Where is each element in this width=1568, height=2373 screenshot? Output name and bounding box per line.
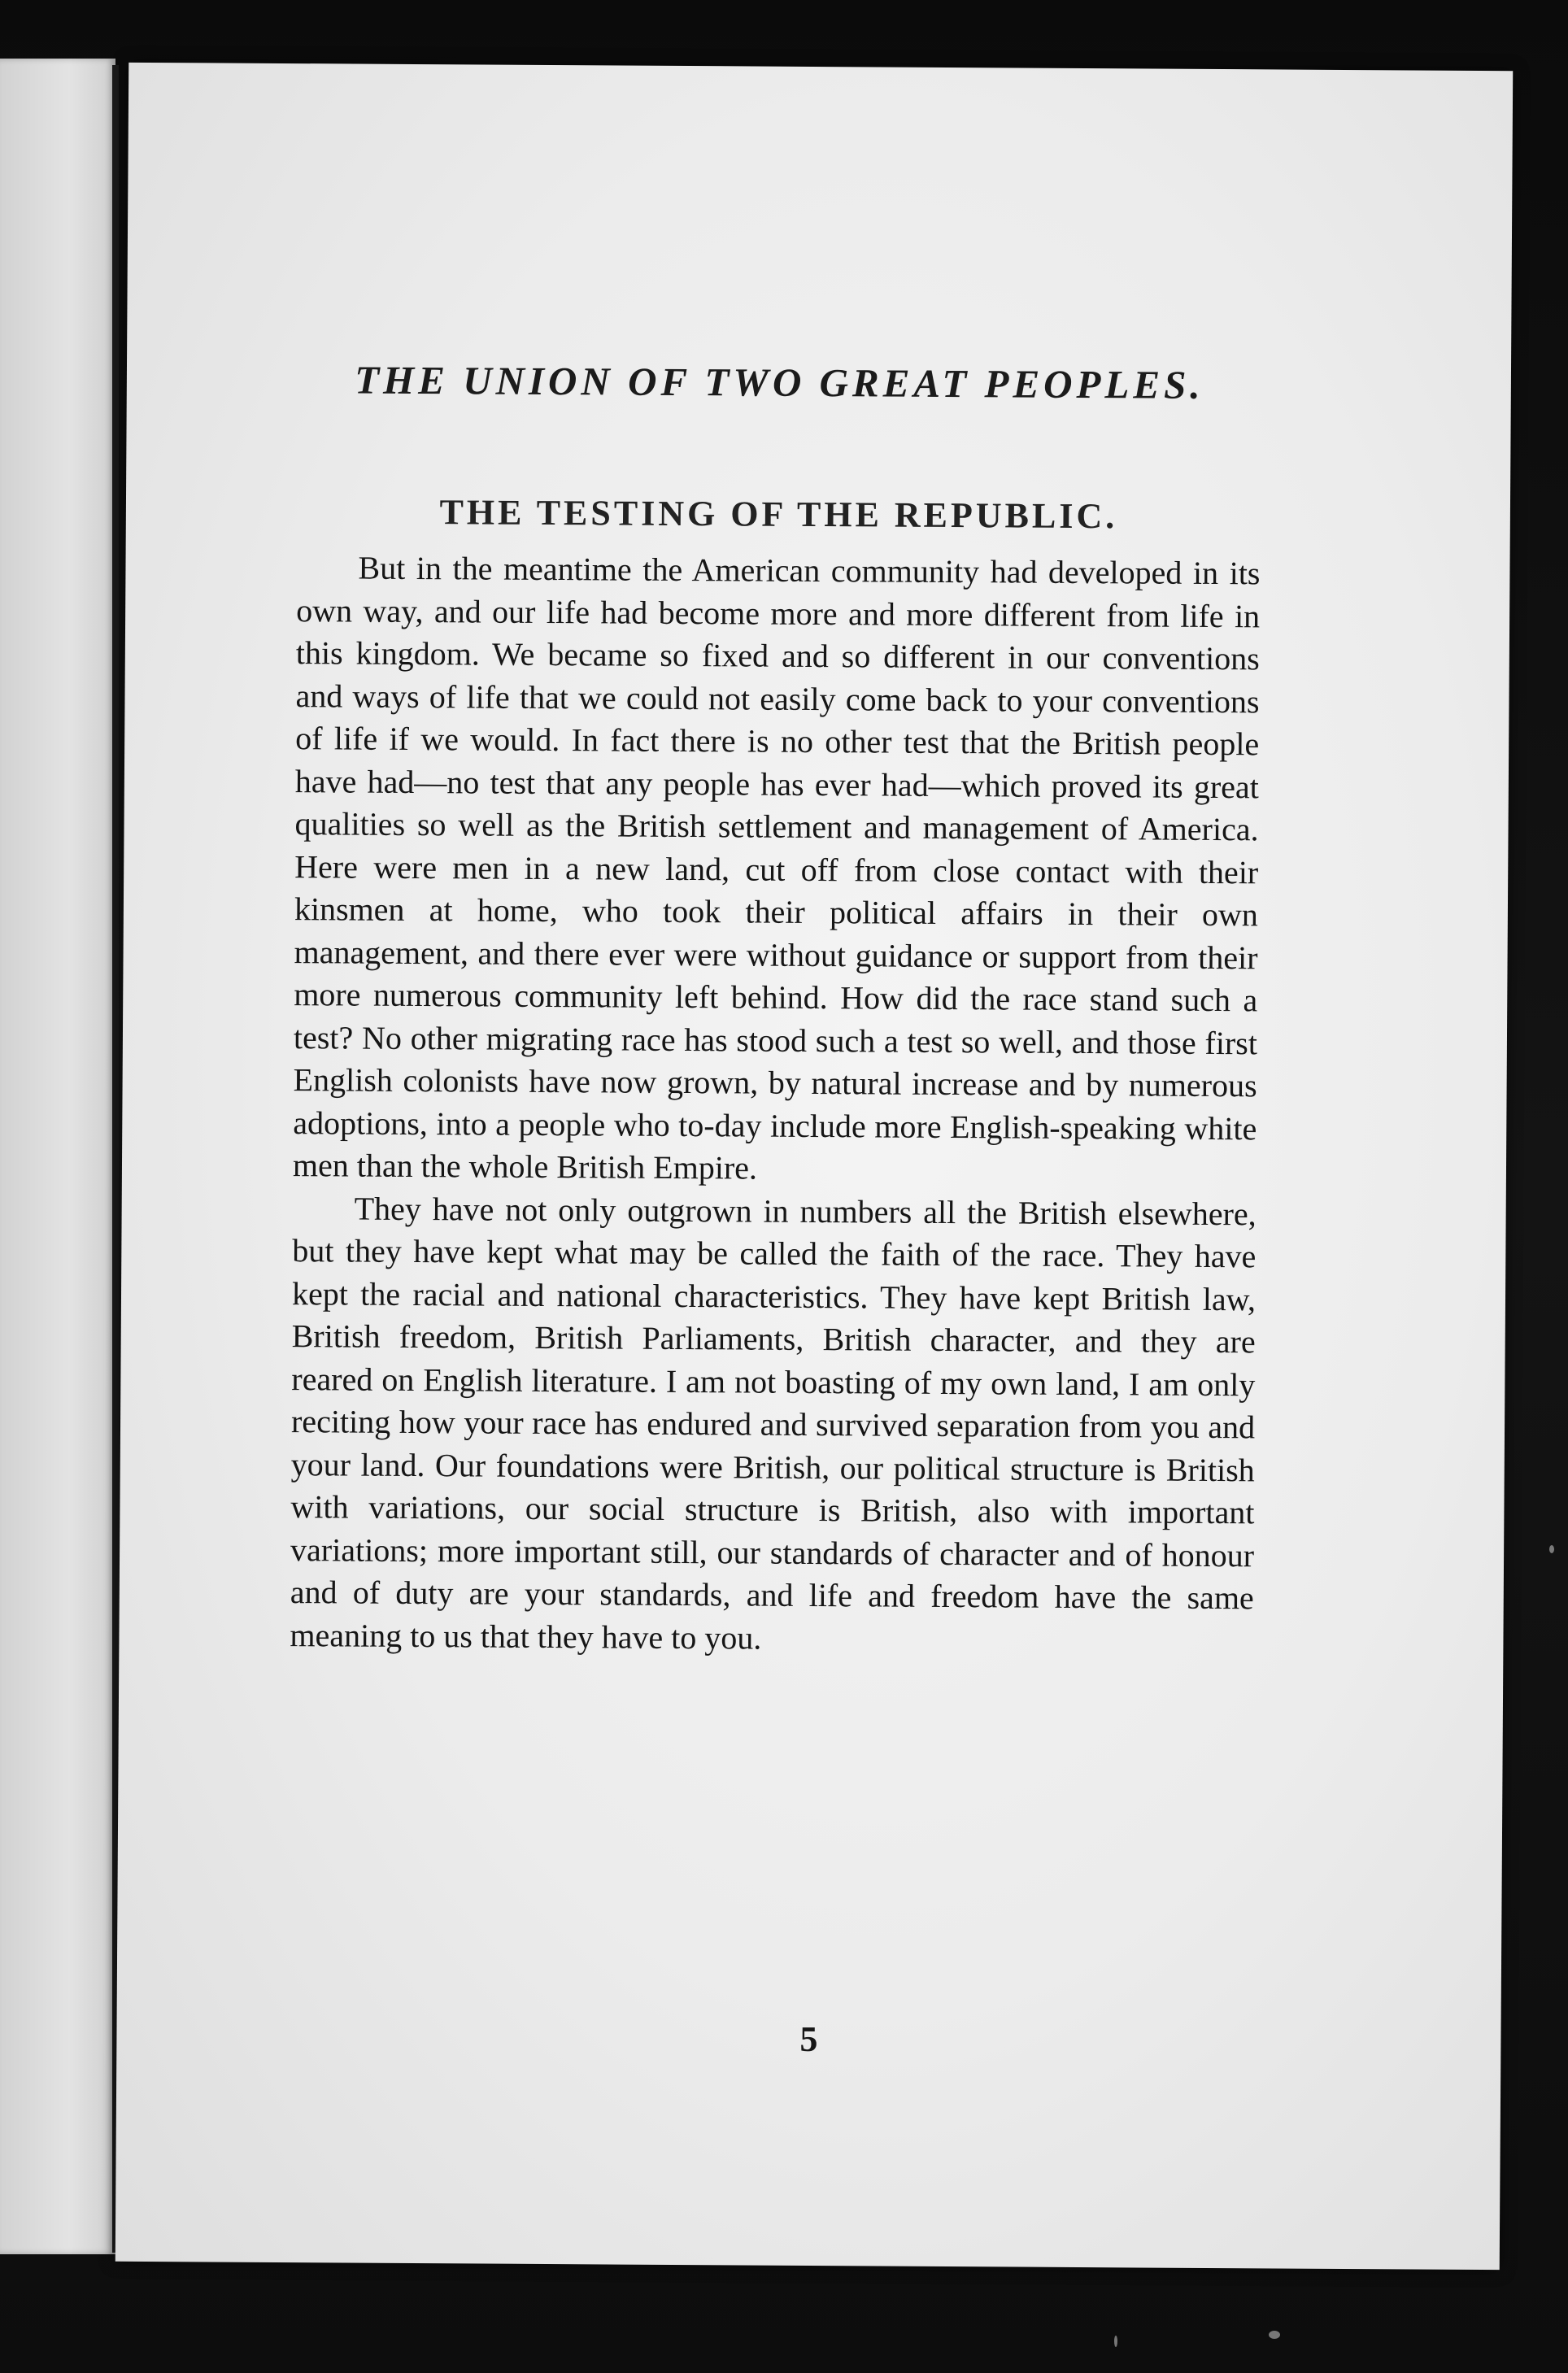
section-title: THE TESTING OF THE REPUBLIC. (439, 492, 1118, 537)
scan-speck (1114, 2336, 1117, 2347)
book-page (115, 63, 1513, 2270)
paragraph-1: But in the meantime the American community had developed in its own way, and our life had become more and more different from life in this kingdom. We became so fixed and so different in our conventions and ways of life that we could not easily come back to your conventions of life if we would. In fact there is no other test that the British people have had—no test that any people has ever had—which proved its great qualities so well as the British settlement and management of America. Here were men in a new land, cut off from close contact with their kinsmen at home, who took their political affairs in their own management, and there ever were without guidance or support from their more numerous community left behind. How did the race stand such a test? No other migrating race has stood such a test so well, and those first English colonists have now grown, by natural increase and by numerous adoptions, into a people who to-day include more English-speaking white men than the whole British Empire. (292, 549, 1261, 1186)
paragraph-2: They have not only outgrown in numbers all the British elsewhere, but they have kept what may be called the faith of the race. They have kept the racial and national characteristics. They have kept British law, British freedom, British Parliaments, British character, and they are reared on English literature. I am not boasting of my own land, I am only reciting how your race has endured and survived separation from you and your land. Our foundations were British, our political structure is British with variations, our social structure is British, also with important variations; more important still, our standards of character and of honour and of duty are your standards, and life and freedom have the same meaning to us that they have to you. (290, 1190, 1257, 1657)
scan-speck (1549, 1545, 1554, 1553)
text-block (290, 356, 1261, 1662)
running-head: THE UNION OF TWO GREAT PEOPLES. (355, 357, 1204, 407)
scan-speck (1269, 2331, 1280, 2339)
facing-page-edge (0, 59, 115, 2254)
page-number: 5 (799, 2018, 818, 2060)
